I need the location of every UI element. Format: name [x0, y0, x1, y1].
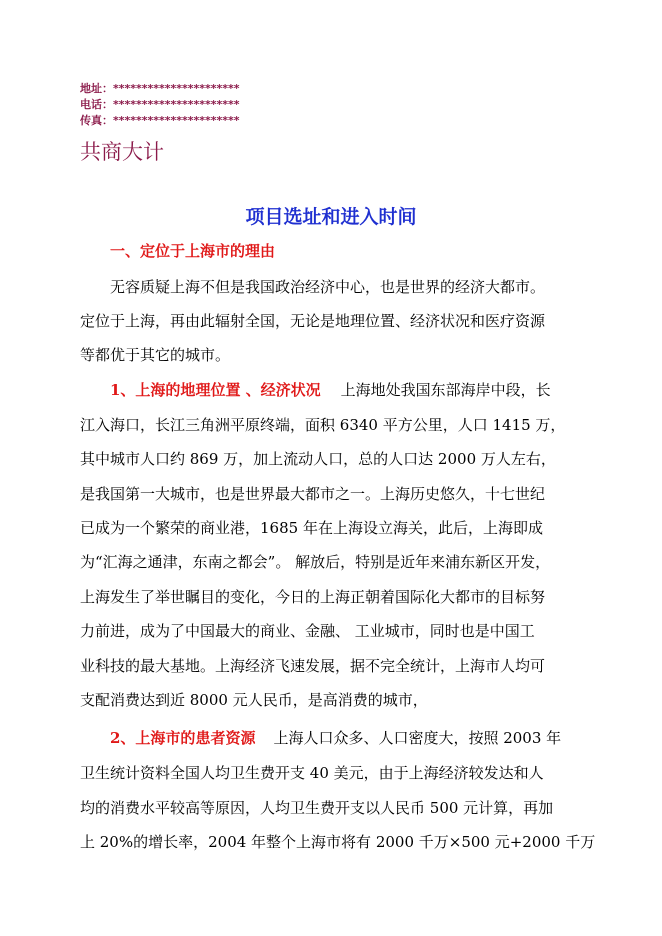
- contact-address: 地址：**********************: [80, 82, 240, 95]
- paragraph-line: 是我国第一大城市，也是世界最大都市之一。上海历史悠久，十七世纪: [80, 485, 546, 503]
- paragraph-line: 上 20%的增长率，2004 年整个上海市将有 2000 千万×500 元+2000 千万: [80, 833, 596, 851]
- paragraph-line: 无容质疑上海不但是我国政治经济中心，也是世界的经济大都市。: [110, 278, 546, 296]
- contact-fax: 传真：**********************: [80, 114, 240, 127]
- paragraph-line: [110, 380, 551, 400]
- paragraph-text: 上海地处我国东部海岸中段，长: [340, 381, 551, 399]
- paragraph-line: 均的消费水平较高等原因，人均卫生费开支以人民币 500 元计算，再加: [80, 799, 554, 817]
- paragraph-line: 定位于上海，再由此辐射全国，无论是地理位置、经济状况和医疗资源: [80, 312, 546, 330]
- document-title: 项目选址和进入时间: [245, 206, 417, 228]
- paragraph-line: 力前进，成为了中国最大的商业、金融、 工业城市，同时也是中国工: [80, 622, 535, 640]
- paragraph-text: 上海人口众多、人口密度大，按照 2003 年: [273, 729, 562, 747]
- paragraph-line: 卫生统计资料全国人均卫生费开支 40 美元，由于上海经济较发达和人: [80, 764, 544, 782]
- section-heading: 一、定位于上海市的理由: [110, 242, 276, 260]
- paragraph-line: 上海发生了举世瞩目的变化，今日的上海正朝着国际化大都市的目标努: [80, 588, 546, 606]
- brand-title: 共商大计: [80, 140, 164, 164]
- paragraph-line: [110, 728, 561, 748]
- subsection-heading: 2、上海市的患者资源: [110, 729, 256, 747]
- paragraph-line: 业科技的最大基地。上海经济飞速发展，据不完全统计，上海市人均可: [80, 657, 546, 675]
- paragraph-line: 等都优于其它的城市。: [80, 346, 231, 364]
- contact-phone: 电话：**********************: [80, 98, 240, 111]
- subsection-heading: 1、上海的地理位置 、经济状况: [110, 381, 321, 399]
- paragraph-line: 江入海口，长江三角洲平原终端，面积 6340 平方公里，人口 1415 万，: [80, 416, 566, 434]
- paragraph-line: 其中城市人口约 869 万，加上流动人口，总的人口达 2000 万人左右，: [80, 450, 556, 468]
- paragraph-line: 支配消费达到近 8000 元人民币，是高消费的城市，: [80, 691, 428, 709]
- paragraph-line: 为“汇海之通津，东南之都会”。 解放后，特别是近年来浦东新区开发，: [80, 553, 551, 571]
- paragraph-line: 已成为一个繁荣的商业港，1685 年在上海设立海关，此后，上海即成: [80, 519, 543, 537]
